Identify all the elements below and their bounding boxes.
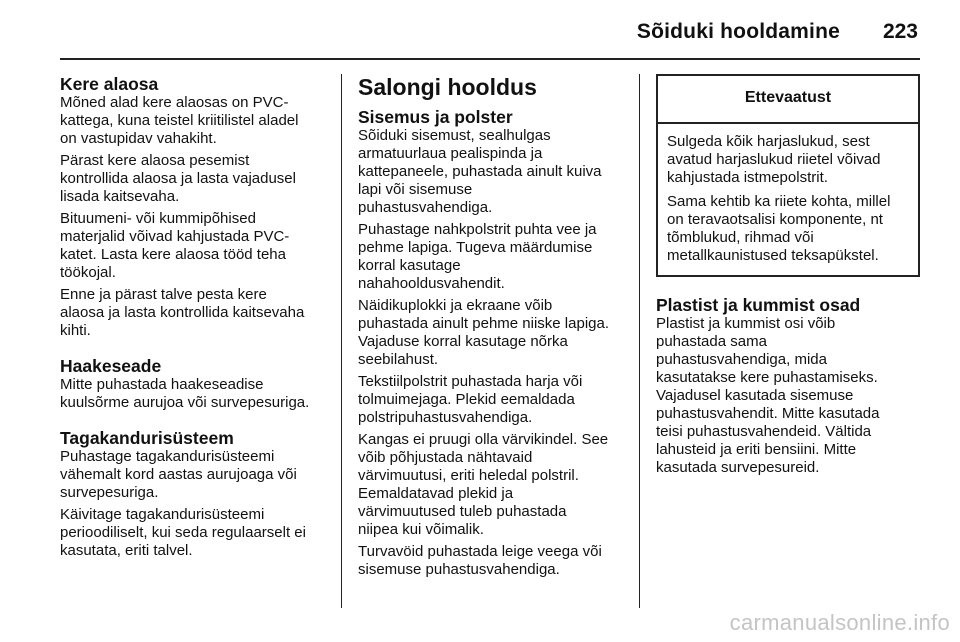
section-heading: Tagakandurisüsteem — [60, 428, 234, 448]
section-interior-upholstery — [358, 107, 624, 579]
page-header — [0, 0, 960, 58]
section-heading: Plastist ja kummist osad — [656, 295, 861, 315]
page-number: 223 — [882, 20, 918, 43]
paragraph: Kangas ei pruugi olla värvikindel. See võib põhjustada nähtavaid värvimuutusi, eriti heledal polstril. Eemaldatavad plekid ja värvimuutused tuleb puhastada niipea kui võimalik. — [358, 431, 609, 538]
column-1 — [60, 74, 326, 576]
chapter-heading: Salongi hooldus — [358, 74, 537, 100]
header-divider — [60, 58, 920, 60]
paragraph: Sõiduki sisemust, sealhulgas armatuurlaua pealispinda ja kattepaneele, puhastada ainult kuiva lapi või sisemuse puhastusvahendiga. — [358, 127, 602, 216]
paragraph: Turvavöid puhastada leige veega või sisemuse puhastusvahendiga. — [358, 543, 602, 578]
page-title: Sõiduki hooldamine — [636, 20, 840, 43]
caution-title: Ettevaatust — [658, 76, 918, 124]
paragraph: Mitte puhastada haakeseadise kuulsõrme aurujoa või survepesuriga. — [60, 376, 310, 411]
paragraph: Puhastage tagakandurisüsteemi vähemalt kord aastas aurujoaga või survepesuriga. — [60, 448, 297, 501]
paragraph: Näidikuplokki ja ekraane võib puhastada ainult pehme niiske lapiga. Vajaduse korral kasutage nõrka seebilahust. — [358, 297, 610, 368]
section-underbody — [60, 74, 326, 340]
paragraph: Sama kehtib ka riiete kohta, millel on teravaotsalisi komponente, nt tõmblukud, rihmad või metallkaunistused teksapükstel. — [667, 193, 891, 264]
column-2 — [358, 74, 624, 595]
column-3 — [656, 74, 920, 493]
paragraph: Käivitage tagakandurisüsteemi perioodiliselt, kui seda regulaarselt ei kasutata, eriti talvel. — [60, 506, 306, 559]
watermark: carmanualsonline.info — [729, 610, 950, 635]
paragraph: Tekstiilpolstrit puhastada harja või tolmuimejaga. Plekid eemaldada polstripuhastusvahendiga. — [358, 373, 583, 426]
caution-box — [656, 74, 920, 277]
paragraph: Pärast kere alaosa pesemist kontrollida alaosa ja lasta vajadusel lisada kaitsevaha. — [60, 152, 296, 205]
paragraph: Plastist ja kummist osi võib puhastada sama puhastusvahendiga, mida kasutatakse kere puhastamiseks. Vajadusel kasutada sisemuse puhastusvahendit. Mitte kasutada teisi puhastusvahendeid. Vältida lahusteid ja eriti bensiini. Mitte kasutada survepesureid. — [656, 315, 880, 476]
column-divider-1 — [341, 74, 342, 608]
caution-body — [658, 124, 918, 275]
section-towbar — [60, 356, 326, 412]
paragraph: Bituumeni- või kummipõhised materjalid võivad kahjustada PVC- katet. Lasta kere alaosa tööd teha töökojal. — [60, 210, 290, 281]
paragraph: Sulgeda kõik harjaslukud, sest avatud harjaslukud riietel võivad kahjustada istmepolstrit. — [667, 133, 881, 186]
column-divider-2 — [639, 74, 640, 608]
section-plastic-rubber — [656, 295, 920, 477]
section-rear-carrier — [60, 428, 326, 560]
section-heading: Sisemus ja polster — [358, 107, 513, 127]
paragraph: Puhastage nahkpolstrit puhta vee ja pehme lapiga. Tugeva määrdumise korral kasutage nahahooldusvahendit. — [358, 221, 597, 292]
section-heading: Haakeseade — [60, 356, 162, 376]
paragraph: Mõned alad kere alaosas on PVC- kattega, kuna teistel kriitilistel aladel on vastupidav vahakiht. — [60, 94, 299, 147]
section-heading: Kere alaosa — [60, 74, 159, 94]
paragraph: Enne ja pärast talve pesta kere alaosa ja lasta kontrollida kaitsevaha kihti. — [60, 286, 305, 339]
